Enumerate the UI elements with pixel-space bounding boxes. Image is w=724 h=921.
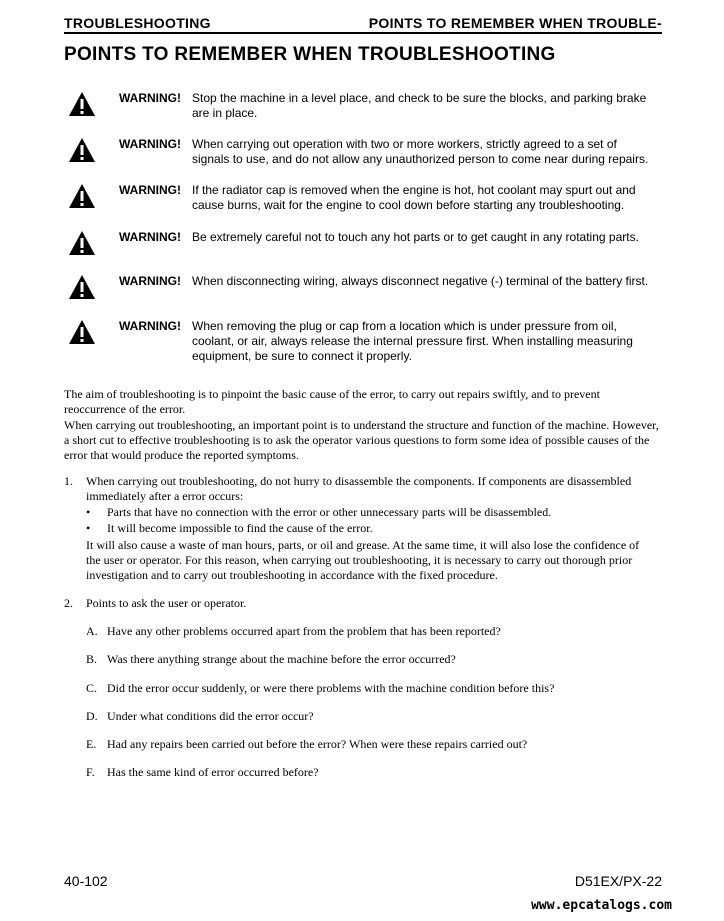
model-number: D51EX/PX-22 xyxy=(574,873,662,889)
header-section-name: TROUBLESHOOTING xyxy=(64,15,211,31)
question-letter: E. xyxy=(86,737,97,751)
bullet-icon: • xyxy=(86,521,91,535)
warning-label: WARNING! xyxy=(119,274,181,288)
warning-text: When disconnecting wiring, always disconnect negative (-) terminal of the battery first. xyxy=(192,274,649,288)
list-item-text: Points to ask the user or operator. xyxy=(86,596,247,610)
question-text: Was there anything strange about the machine before the error occurred? xyxy=(107,652,456,666)
warning-text: Be extremely careful not to touch any hot parts or to get caught in any rotating parts. xyxy=(192,230,639,244)
warning-text: When removing the plug or cap from a location which is under pressure from oil, coolant, or air, always release the internal pressure first. When installing measuring equipment, be sure to connect it properly. xyxy=(192,319,633,363)
bullet-text: It will become impossible to find the cause of the error. xyxy=(107,521,373,535)
question-text: Have any other problems occurred apart from the problem that has been reported? xyxy=(107,624,501,638)
warning-label: WARNING! xyxy=(119,137,181,151)
bullet-text: Parts that have no connection with the error or other unnecessary parts will be disassembled. xyxy=(107,505,552,519)
question-text: Under what conditions did the error occur? xyxy=(107,709,314,723)
warning-triangle-icon xyxy=(68,183,96,209)
question-letter: D. xyxy=(86,709,98,723)
question-letter: F. xyxy=(86,765,95,779)
warning-label: WARNING! xyxy=(119,91,181,105)
warning-triangle-icon xyxy=(68,274,96,300)
page-header xyxy=(64,14,662,34)
warning-label: WARNING! xyxy=(119,183,181,197)
bullet-icon: • xyxy=(86,505,91,519)
question-letter: B. xyxy=(86,652,98,666)
list-item-text: When carrying out troubleshooting, do not hurry to disassemble the components. If components are disassembled immediately after a error occurs: xyxy=(86,474,632,503)
list-item-number: 1. xyxy=(64,474,73,488)
question-letter: A. xyxy=(86,624,98,638)
page-number: 40-102 xyxy=(64,873,108,889)
warning-label: WARNING! xyxy=(119,319,181,333)
list-item-followup: It will also cause a waste of man hours, parts, or oil and grease. At the same time, it will also lose the confidence of the user or operator. For this reason, when carrying out troubleshooting, it is necessary to carry out thorough prior investigation and to carry out troubleshooting in accordance with the fixed procedure. xyxy=(86,538,640,582)
header-topic-name: POINTS TO REMEMBER WHEN TROUBLE- xyxy=(368,15,662,31)
page-title: POINTS TO REMEMBER WHEN TROUBLESHOOTING xyxy=(64,44,556,65)
question-text: Had any repairs been carried out before the error? When were these repairs carried out? xyxy=(107,737,528,751)
warning-text: Stop the machine in a level place, and check to be sure the blocks, and parking brake are in place. xyxy=(192,91,647,120)
warning-triangle-icon xyxy=(68,137,96,163)
watermark: www.epcatalogs.com xyxy=(531,898,672,913)
warning-triangle-icon xyxy=(68,230,96,256)
intro-paragraph: The aim of troubleshooting is to pinpoint the basic cause of the error, to carry out repairs swiftly, and to prevent reoccurrence of the error. xyxy=(64,387,600,416)
question-letter: C. xyxy=(86,681,98,695)
warning-text: If the radiator cap is removed when the engine is hot, hot coolant may spurt out and cause burns, wait for the engine to cool down before starting any troubleshooting. xyxy=(192,183,636,212)
warning-triangle-icon xyxy=(68,319,96,345)
question-text: Has the same kind of error occurred before? xyxy=(107,765,319,779)
warning-label: WARNING! xyxy=(119,230,181,244)
list-item-number: 2. xyxy=(64,596,73,610)
question-text: Did the error occur suddenly, or were there problems with the machine condition before this? xyxy=(107,681,555,695)
warning-text: When carrying out operation with two or more workers, strictly agreed to a set of signals to use, and do not allow any unauthorized person to come near during repairs. xyxy=(192,137,649,166)
warning-triangle-icon xyxy=(68,91,96,117)
intro-paragraph: When carrying out troubleshooting, an important point is to understand the structure and function of the machine. However, a short cut to effective troubleshooting is to ask the operator various questions to form some idea of possible causes of the error that would produce the reported symptoms. xyxy=(64,418,659,462)
